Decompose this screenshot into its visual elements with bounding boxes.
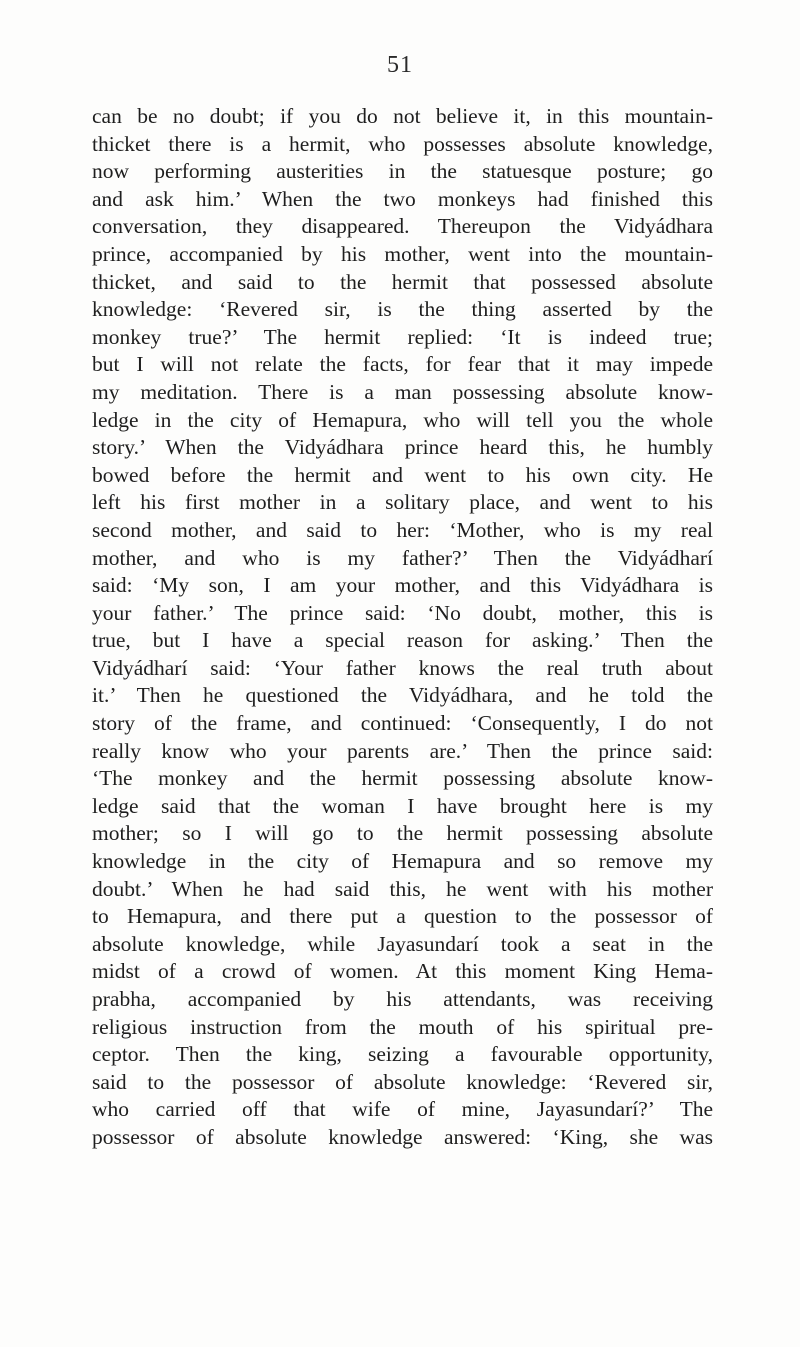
text-line: monkey true?’ The hermit replied: ‘It is indeed true; bbox=[92, 324, 713, 349]
text-line: prabha, accompanied by his attendants, was receiving bbox=[92, 987, 713, 1011]
page-number: 51 bbox=[387, 52, 413, 78]
text-line: thicket there is a hermit, who possesses absolute knowledge, bbox=[92, 131, 713, 156]
text-line: conversation, they disappeared. Thereupon the Vidyádhara bbox=[92, 214, 713, 239]
text-line: ‘The monkey and the hermit possessing absolute know- bbox=[92, 766, 713, 791]
text-line: but I will not relate the facts, for fear that it may impede bbox=[92, 352, 713, 377]
text-line: midst of a crowd of women. At this moment King Hema- bbox=[92, 959, 713, 984]
text-line: mother; so I will go to the hermit possessing absolute bbox=[92, 821, 713, 846]
text-line: ledge in the city of Hemapura, who will tell you the whole bbox=[92, 407, 713, 432]
text-line: left his first mother in a solitary place, and went to his bbox=[92, 490, 713, 515]
text-line: your father.’ The prince said: ‘No doubt, mother, this is bbox=[92, 600, 713, 625]
text-line: really know who your parents are.’ Then the prince said: bbox=[92, 738, 713, 763]
text-line: knowledge in the city of Hemapura and so remove my bbox=[92, 849, 713, 874]
text-line: said to the possessor of absolute knowledge: ‘Revered sir, bbox=[92, 1069, 713, 1094]
text-line: can be no doubt; if you do not believe it, in this mountain- bbox=[92, 104, 713, 128]
body-text bbox=[92, 103, 713, 1152]
text-line: story.’ When the Vidyádhara prince heard this, he humbly bbox=[92, 435, 713, 460]
text-line: it.’ Then he questioned the Vidyádhara, and he told the bbox=[92, 683, 713, 708]
text-line: ledge said that the woman I have brought here is my bbox=[92, 793, 713, 818]
text-line: to Hemapura, and there put a question to the possessor of bbox=[92, 904, 713, 929]
text-line: now performing austerities in the statuesque posture; go bbox=[92, 159, 713, 184]
text-line: thicket, and said to the hermit that possessed absolute bbox=[92, 269, 713, 294]
text-line: said: ‘My son, I am your mother, and this Vidyádhara is bbox=[92, 573, 713, 598]
text-line: ceptor. Then the king, seizing a favourable opportunity, bbox=[92, 1042, 713, 1067]
text-line: Vidyádharí said: ‘Your father knows the real truth about bbox=[92, 655, 713, 680]
text-line: religious instruction from the mouth of his spiritual pre- bbox=[92, 1014, 713, 1039]
text-line: my meditation. There is a man possessing absolute know- bbox=[92, 379, 713, 404]
text-line: story of the frame, and continued: ‘Consequently, I do not bbox=[92, 711, 713, 736]
text-line: second mother, and said to her: ‘Mother, who is my real bbox=[92, 517, 713, 542]
text-line: doubt.’ When he had said this, he went with his mother bbox=[92, 876, 713, 901]
text-line: knowledge: ‘Revered sir, is the thing asserted by the bbox=[92, 297, 713, 322]
text-line: who carried off that wife of mine, Jayasundarí?’ The bbox=[92, 1097, 713, 1122]
text-line: true, but I have a special reason for asking.’ Then the bbox=[92, 628, 713, 653]
text-line: and ask him.’ When the two monkeys had finished this bbox=[92, 186, 713, 211]
text-line: bowed before the hermit and went to his own city. He bbox=[92, 462, 713, 487]
text-line: absolute knowledge, while Jayasundarí took a seat in the bbox=[92, 931, 713, 956]
text-line: mother, and who is my father?’ Then the Vidyádharí bbox=[92, 545, 713, 570]
text-line: possessor of absolute knowledge answered: ‘King, she was bbox=[92, 1124, 713, 1149]
text-line: prince, accompanied by his mother, went into the mountain- bbox=[92, 241, 713, 266]
